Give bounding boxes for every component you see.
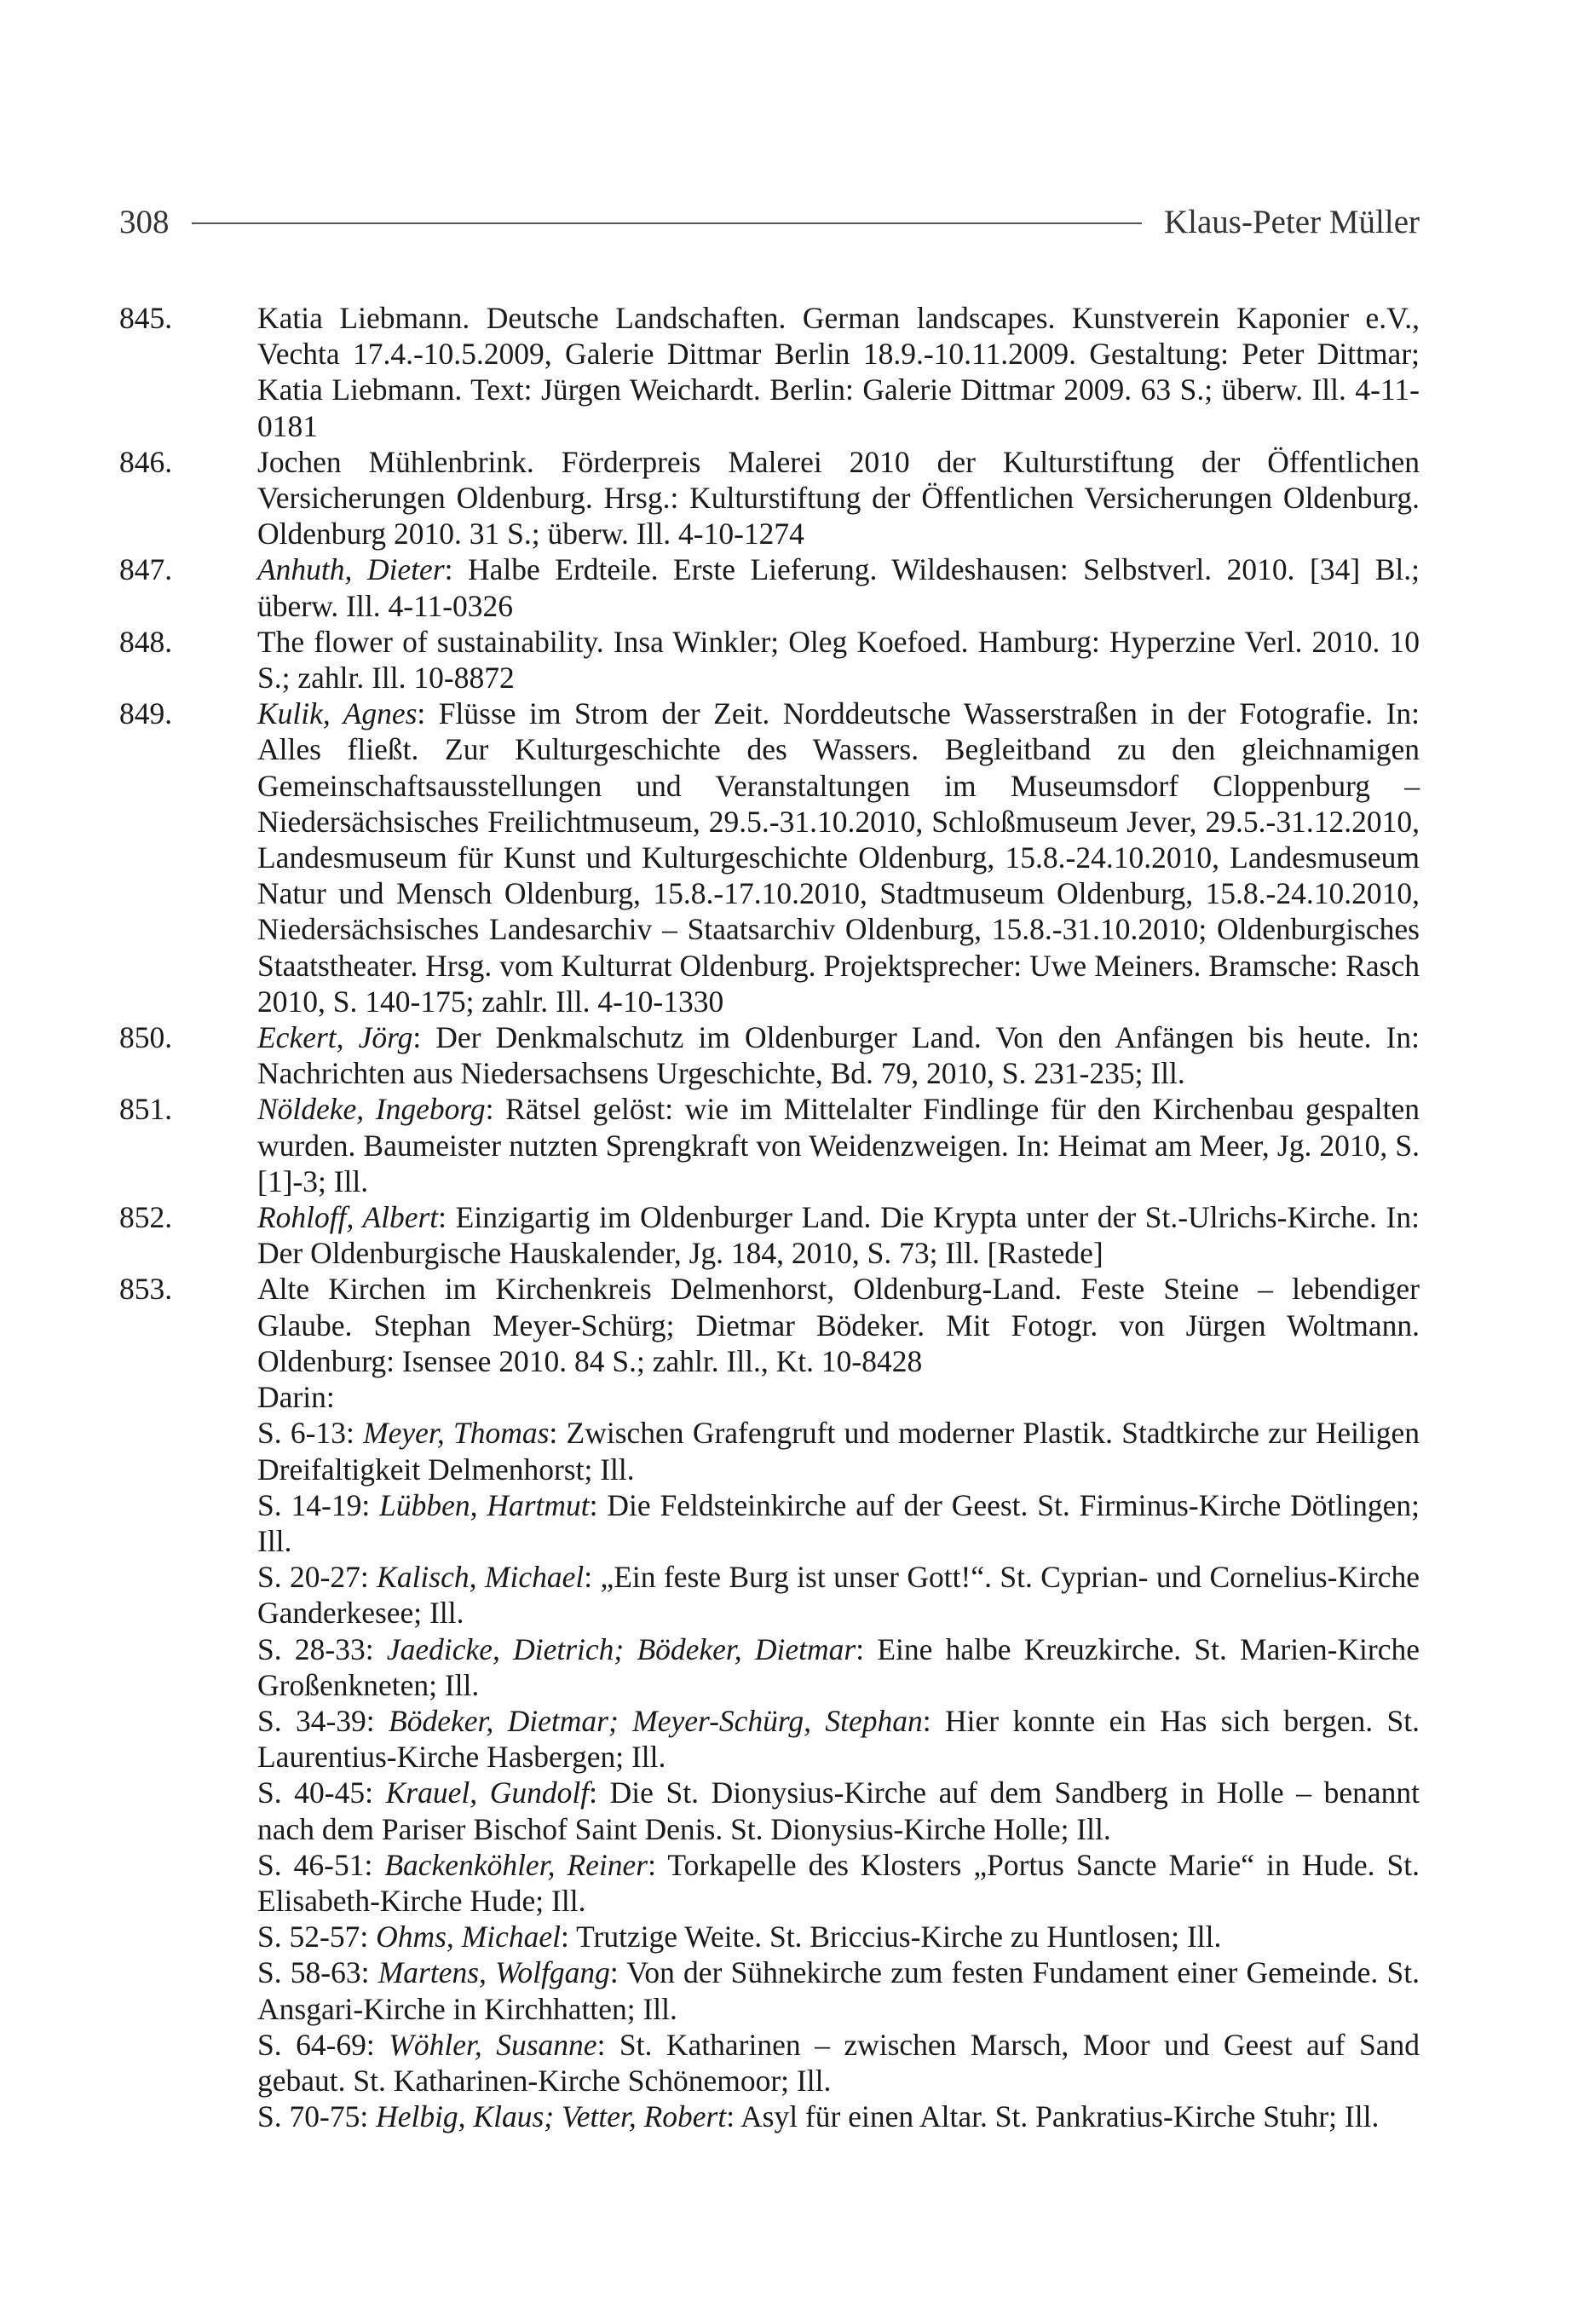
entry-text: : Rätsel gelöst: wie im Mittelalter Findlinge für den Kirchenbau gespalten wurden. Baumeister nutzten Sprengkraft von Weidenzweigen. In: Heimat am Meer, Jg. 2010, S. [1]-3; Ill.: [257, 1092, 1420, 1198]
subentry-author: Lübben, Hartmut: [379, 1487, 590, 1522]
subentry: [257, 1775, 1420, 1846]
entry-text: : Halbe Erdteile. Erste Lieferung. Wildeshausen: Selbstverl. 2010. [34] Bl.; überw. Ill. 4-11-0326: [257, 552, 1420, 623]
subentry-author: Bödeker, Dietmar; Meyer-Schürg, Stephan: [389, 1703, 923, 1738]
entry-number: 847.: [119, 552, 173, 587]
bibliography-entry-849: [0, 696, 1596, 1019]
entry-body: [257, 1019, 1420, 1091]
subentry-pages: S. 40-45:: [257, 1775, 386, 1810]
subentry-text: : „Ein feste Burg ist unser Gott!“. St. Cyprian- und Cornelius-Kirche Ganderkesee; Ill.: [257, 1560, 1420, 1631]
entry-body: [257, 300, 1420, 444]
subentry-author: Meyer, Thomas: [363, 1416, 550, 1451]
entry-body: [257, 624, 1420, 696]
darin-label: Darin:: [257, 1380, 335, 1415]
entry-text: : Einzigartig im Oldenburger Land. Die Krypta unter der St.-Ulrichs-Kirche. In: Der Oldenburgische Hauskalender, Jg. 184, 2010, S. 73; Ill. [Rastede]: [257, 1200, 1420, 1271]
subentry-text: : Trutzige Weite. St. Briccius-Kirche zu Huntlosen; Ill.: [560, 1920, 1222, 1954]
subentry-pages: S. 34-39:: [257, 1703, 389, 1738]
subentry: [257, 2099, 1420, 2134]
subentry-author: Martens, Wolfgang: [377, 1955, 610, 1990]
bibliography-entry-846: [0, 444, 1596, 552]
entry-text: The flower of sustainability. Insa Winkler; Oleg Koefoed. Hamburg: Hyperzine Verl. 2010. 10 S.; zahlr. Ill. 10-8872: [257, 624, 1420, 696]
subentry-pages: S. 70-75:: [257, 2099, 377, 2134]
bibliography-entry-853: [0, 1271, 1596, 2134]
entry-body: [257, 1091, 1420, 1199]
entry-body: [257, 696, 1420, 1019]
entry-number: 845.: [119, 301, 173, 335]
entry-body: [257, 444, 1420, 552]
entry-text: Alte Kirchen im Kirchenkreis Delmenhorst, Oldenburg-Land. Feste Steine – lebendiger Glaube. Stephan Meyer-Schürg; Dietmar Bödeker. Mit Fotogr. von Jürgen Woltmann. Oldenburg: Isensee 2010. 84 S.; zahlr. Ill., Kt. 10-8428: [257, 1272, 1420, 1378]
subentry-author: Backenköhler, Reiner: [384, 1847, 648, 1882]
subentry-text: : Eine halbe Kreuzkirche. St. Marien-Kirche Großenkneten; Ill.: [257, 1631, 1420, 1702]
entry-number: 849.: [119, 696, 173, 731]
entry-text: Katia Liebmann. Deutsche Landschaften. German landscapes. Kunstverein Kaponier e.V., Vechta 17.4.-10.5.2009, Galerie Dittmar Berlin 18.9.-10.11.2009. Gestaltung: Peter Dittmar; Katia Liebmann. Text: Jürgen Weichardt. Berlin: Galerie Dittmar 2009. 63 S.; überw. Ill. 4-11-0181: [257, 301, 1420, 443]
entry-number: 851.: [119, 1092, 173, 1127]
entry-body: [257, 1271, 1420, 2134]
subentry-pages: S. 64-69:: [257, 2027, 389, 2062]
subentry-author: Wöhler, Susanne: [389, 2027, 597, 2062]
subentry: [257, 2027, 1420, 2099]
bibliography-entry-850: [0, 1019, 1596, 1091]
subentry-pages: S. 52-57:: [257, 1920, 377, 1954]
subentry: [257, 1919, 1420, 1954]
entry-author: Nöldeke, Ingeborg: [257, 1092, 486, 1127]
running-header: [119, 198, 1420, 245]
subentry-author: Helbig, Klaus; Vetter, Robert: [376, 2099, 727, 2134]
entry-author: Eckert, Jörg: [257, 1020, 413, 1055]
subentry-text: : Die Feldsteinkirche auf der Geest. St. Firminus-Kirche Dötlingen; Ill.: [257, 1487, 1420, 1558]
subentry-text: : Von der Sühnekirche zum festen Fundament einer Gemeinde. St. Ansgari-Kirche in Kirchhatten; Ill.: [257, 1955, 1420, 2026]
bibliography-entry-852: [0, 1199, 1596, 1271]
bibliography-list: [0, 300, 1596, 2134]
entry-text: Jochen Mühlenbrink. Förderpreis Malerei 2010 der Kulturstiftung der Öffentlichen Versicherungen Oldenburg. Hrsg.: Kulturstiftung der Öffentlichen Versicherungen Oldenburg. Oldenburg 2010. 31 S.; überw. Ill. 4-10-1274: [257, 444, 1420, 551]
bibliography-entry-848: [0, 624, 1596, 696]
entry-number: 846.: [119, 444, 173, 479]
subentry-pages: S. 20-27:: [257, 1560, 377, 1595]
entry-number: 853.: [119, 1272, 173, 1307]
header-author: Klaus-Peter Müller: [1163, 203, 1420, 240]
entry-body: [257, 1199, 1420, 1271]
subentry-pages: S. 58-63:: [257, 1955, 378, 1990]
subentry-pages: S. 46-51:: [257, 1847, 385, 1882]
subentry: [257, 1559, 1420, 1631]
subentry-author: Jaedicke, Dietrich; Bödeker, Dietmar: [386, 1631, 856, 1666]
subentry-text: : Die St. Dionysius-Kirche auf dem Sandberg in Holle – benannt nach dem Pariser Bischof Saint Denis. St. Dionysius-Kirche Holle; Ill.: [257, 1775, 1420, 1846]
subentry-author: Kalisch, Michael: [377, 1560, 585, 1595]
subentry-author: Ohms, Michael: [376, 1920, 561, 1954]
subentry-text: : Torkapelle des Klosters „Portus Sancte Marie“ in Hude. St. Elisabeth-Kirche Hude; Ill.: [257, 1847, 1420, 1918]
subentry-pages: S. 6-13:: [257, 1416, 364, 1451]
entry-text: : Der Denkmalschutz im Oldenburger Land. Von den Anfängen bis heute. In: Nachrichten aus Niedersachsens Urgeschichte, Bd. 79, 2010, S. 231-235; Ill.: [257, 1020, 1420, 1091]
entry-author: Kulik, Agnes: [257, 696, 418, 731]
subentry: [257, 1631, 1420, 1703]
entry-number: 850.: [119, 1020, 173, 1055]
subentry-text: : St. Katharinen – zwischen Marsch, Moor und Geest auf Sand gebaut. St. Katharinen-Kirche Schönemoor; Ill.: [257, 2027, 1420, 2098]
subentry: [257, 1415, 1420, 1487]
subentry: [257, 1703, 1420, 1775]
entry-author: Rohloff, Albert: [257, 1200, 439, 1235]
subentry-pages: S. 14-19:: [257, 1487, 380, 1522]
subentry-text: : Zwischen Grafengruft und moderner Plastik. Stadtkirche zur Heiligen Dreifaltigkeit Delmenhorst; Ill.: [257, 1416, 1420, 1487]
subentry-text: : Asyl für einen Altar. St. Pankratius-Kirche Stuhr; Ill.: [726, 2099, 1380, 2134]
page-number: 308: [119, 203, 170, 240]
bibliography-entry-847: [0, 551, 1596, 623]
subentry-text: : Hier konnte ein Has sich bergen. St. Laurentius-Kirche Hasbergen; Ill.: [257, 1703, 1420, 1775]
subentry: [257, 1847, 1420, 1919]
entry-number: 852.: [119, 1200, 173, 1235]
entry-number: 848.: [119, 624, 173, 659]
subentry: [257, 1487, 1420, 1559]
header-rule: [192, 222, 1142, 224]
entry-author: Anhuth, Dieter: [257, 552, 445, 587]
bibliography-entry-851: [0, 1091, 1596, 1199]
entry-body: [257, 551, 1420, 623]
entry-text: : Flüsse im Strom der Zeit. Norddeutsche Wasserstraßen in der Fotografie. In: Alles fließt. Zur Kulturgeschichte des Wassers. Begleitband zu den gleichnamigen Gemeinschaftsausstellungen und Veranstaltungen im Museumsdorf Cloppenburg – Niedersächsisches Freilichtmuseum, 29.5.-31.10.2010, Schloßmuseum Jever, 29.5.-31.12.2010, Landesmuseum für Kunst und Kulturgeschichte Oldenburg, 15.8.-24.10.2010, Landesmuseum Natur und Mensch Oldenburg, 15.8.-17.10.2010, Stadtmuseum Oldenburg, 15.8.-24.10.2010, Niedersächsisches Landesarchiv – Staatsarchiv Oldenburg, 15.8.-31.10.2010; Oldenburgisches Staatstheater. Hrsg. vom Kulturrat Oldenburg. Projektsprecher: Uwe Meiners. Bramsche: Rasch 2010, S. 140-175; zahlr. Ill. 4-10-1330: [257, 696, 1420, 1019]
bibliography-entry-845: [0, 300, 1596, 444]
subentry-pages: S. 28-33:: [257, 1631, 387, 1666]
subentry-author: Krauel, Gundolf: [385, 1775, 590, 1810]
subentry: [257, 1954, 1420, 2026]
